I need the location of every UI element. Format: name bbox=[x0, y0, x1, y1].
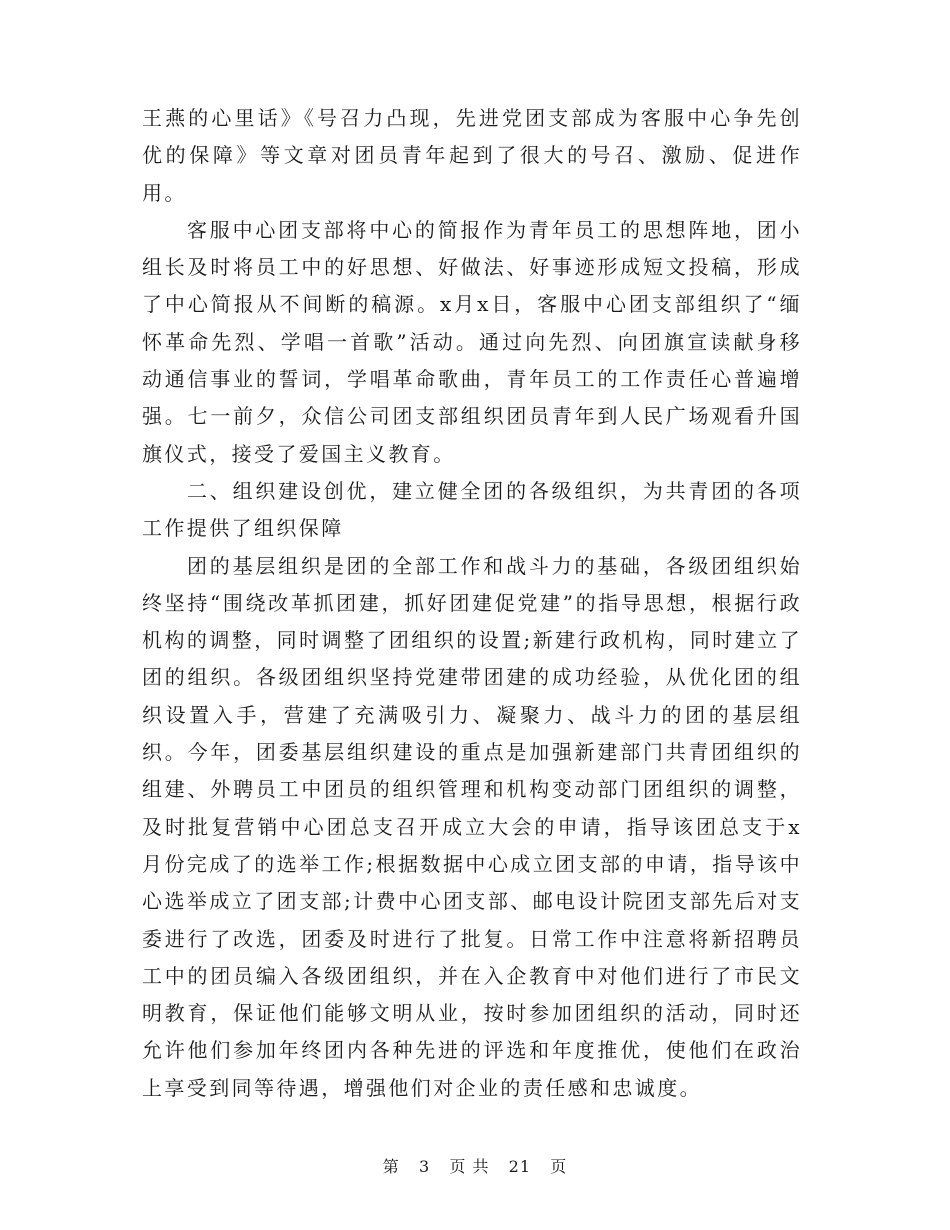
section-heading: 二、组织建设创优，建立健全团的各级组织，为共青团的各项工作提供了组织保障 bbox=[142, 478, 802, 541]
page-footer bbox=[0, 1154, 950, 1177]
paragraph-4: 团的基层组织是团的全部工作和战斗力的基础，各级团组织始终坚持“围绕改革抓团建，抓好团建促党建”的指导思想，根据行政机构的调整，同时调整了团组织的设置;新建行政机构，同时建立了团的组织。各级团组织坚持党建带团建的成功经验，从优化团的组织设置入手，营建了充满吸引力、凝聚力、战斗力的团的基层组织。今年，团委基层组织建设的重点是加强新建部门共青团组织的组建、外聘员工中团员的组织管理和机构变动部门团组织的调整，及时批复营销中心团总支召开成立大会的申请，指导该团总支于x月份完成了的选举工作;根据数据中心成立团支部的申请，指导该中心选举成立了团支部;计费中心团支部、邮电设计院团支部先后对支委进行了改选，团委及时进行了批复。日常工作中注意将新招聘员工中的团员编入各级团组织，并在入企教育中对他们进行了市民文明教育，保证他们能够文明从业，按时参加团组织的活动，同时还允许他们参加年终团内各种先进的评选和年度推优，使他们在政治上享受到同等待遇，增强他们对企业的责任感和忠诚度。 bbox=[142, 553, 802, 1100]
footer-suffix: 页 bbox=[550, 1157, 568, 1176]
footer-total-pages: 21 bbox=[508, 1157, 531, 1176]
footer-prefix: 第 bbox=[382, 1157, 400, 1176]
document-body bbox=[142, 100, 802, 1107]
paragraph-1: 王燕的心里话》《号召力凸现，先进党团支部成为客服中心争先创优的保障》等文章对团员青年起到了很大的号召、激励、促进作用。 bbox=[142, 106, 802, 205]
footer-middle: 页 共 bbox=[449, 1157, 490, 1176]
paragraph-2: 客服中心团支部将中心的简报作为青年员工的思想阵地，团小组长及时将员工中的好思想、好做法、好事迹形成短文投稿，形成了中心简报从不间断的稿源。x月x日，客服中心团支部组织了“缅怀革命先烈、学唱一首歌”活动。通过向先烈、向团旗宣读献身移动通信事业的誓词，学唱革命歌曲，青年员工的工作责任心普遍增强。七一前夕，众信公司团支部组织团员青年到人民广场观看升国旗仪式，接受了爱国主义教育。 bbox=[142, 217, 802, 466]
footer-page-number: 3 bbox=[418, 1157, 431, 1176]
